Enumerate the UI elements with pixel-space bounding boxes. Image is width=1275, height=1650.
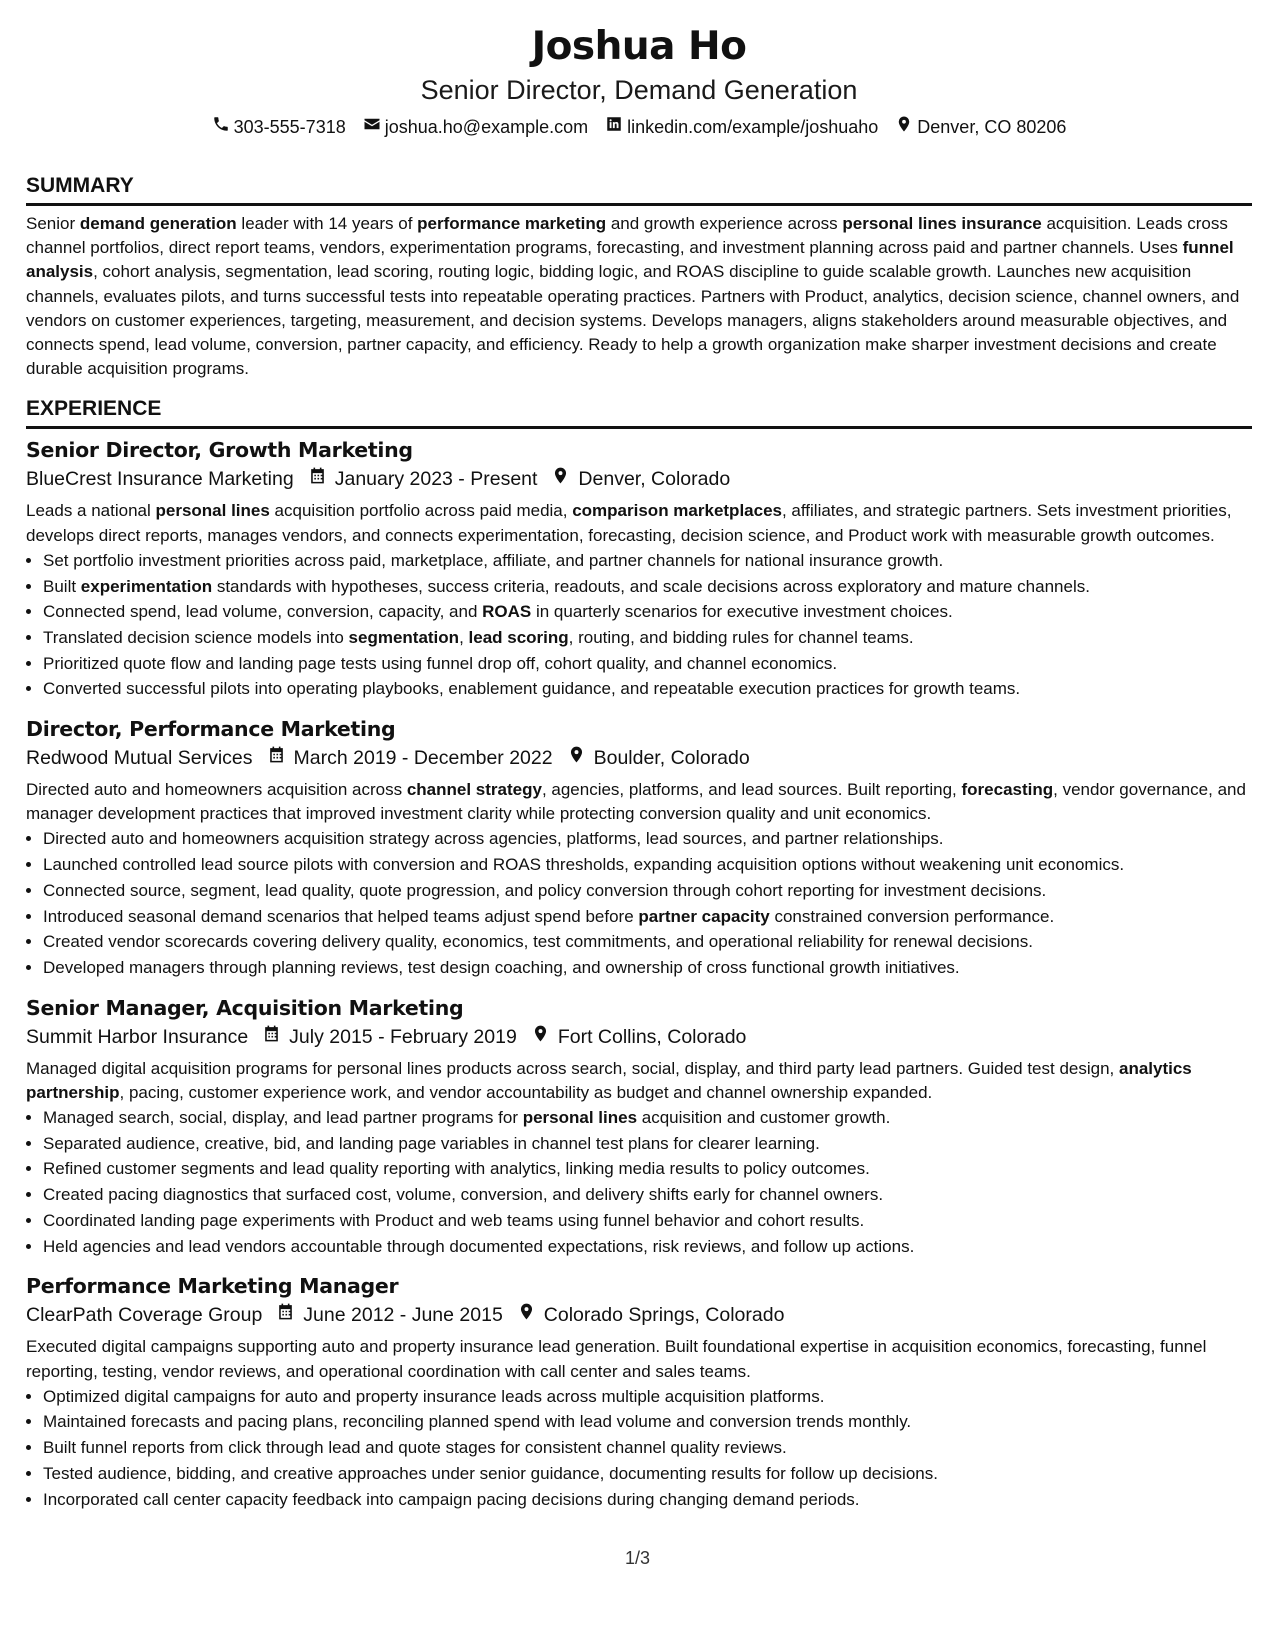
text-run: Leads a national	[26, 501, 156, 521]
text-run: Launched controlled lead source pilots with conversion and ROAS thresholds, expanding acquisition options without weakening unit economics.	[43, 855, 1125, 875]
text-run: , pacing, customer experience work, and vendor accountability as budget and channel ownership expanded.	[119, 1082, 933, 1102]
job-entry	[26, 714, 1252, 981]
job-bullets	[26, 548, 1252, 702]
bold-keyword: experimentation	[80, 576, 213, 596]
page-number: 1/3	[624, 1548, 651, 1568]
text-run: leader with 14 years of	[236, 214, 418, 233]
company-name: ClearPath Coverage Group	[26, 1304, 263, 1327]
company-name: Redwood Mutual Services	[26, 747, 253, 770]
map-pin-icon	[551, 465, 570, 493]
job-title: Director, Performance Marketing	[26, 717, 396, 742]
text-run: Managed search, social, display, and lead partner programs for	[43, 1108, 523, 1128]
email-text[interactable]: joshua.ho@example.com	[384, 117, 589, 137]
text-run: and growth experience across	[606, 214, 843, 233]
job-meta	[26, 1023, 1252, 1051]
bold-keyword: personal lines	[522, 1108, 638, 1128]
list-item	[43, 1384, 1252, 1410]
bold-keyword: lead scoring	[468, 627, 569, 647]
text-run: Separated audience, creative, bid, and landing page variables in channel test plans for clearer learning.	[43, 1133, 820, 1153]
job-location: Denver, Colorado	[578, 468, 731, 491]
list-item	[43, 904, 1252, 930]
job-dates: January 2023 - Present	[334, 468, 538, 491]
text-run: Directed auto and homeowners acquisition strategy across agencies, platforms, lead sources, and partner relationships.	[43, 829, 944, 849]
summary-section	[26, 172, 1252, 381]
bold-keyword: forecasting	[961, 780, 1054, 800]
text-run: Set portfolio investment priorities across paid, marketplace, affiliate, and partner channels for national insurance growth.	[43, 550, 944, 570]
job-bullets	[26, 1384, 1252, 1513]
bold-keyword: ROAS	[482, 602, 532, 622]
text-run: Refined customer segments and lead quality reporting with analytics, linking media results to policy outcomes.	[43, 1159, 870, 1179]
list-item	[43, 826, 1252, 852]
location-text: Denver, CO 80206	[917, 117, 1067, 137]
list-item	[43, 625, 1252, 651]
map-pin-icon	[531, 1023, 550, 1051]
map-pin-icon	[567, 744, 586, 772]
bold-keyword: partner capacity	[638, 906, 770, 926]
job-title: Senior Manager, Acquisition Marketing	[26, 995, 464, 1020]
phone-icon	[212, 114, 230, 140]
job-entry	[26, 993, 1252, 1260]
list-item	[43, 1156, 1252, 1182]
contact-email[interactable]	[363, 114, 588, 140]
job-meta	[26, 1301, 1252, 1329]
job-title: Senior Director, Growth Marketing	[26, 438, 413, 463]
job-dates: March 2019 - December 2022	[293, 747, 553, 770]
text-run: Held agencies and lead vendors accountable through documented expectations, risk reviews, and follow up actions.	[43, 1236, 915, 1256]
contact-bar	[26, 114, 1252, 140]
bold-keyword: segmentation	[348, 627, 460, 647]
calendar-icon	[308, 465, 327, 493]
section-heading-experience: EXPERIENCE	[26, 395, 1252, 429]
text-run: acquisition portfolio across paid media,	[269, 501, 573, 521]
contact-linkedin[interactable]	[605, 114, 878, 140]
phone-text: 303-555-7318	[233, 117, 346, 137]
text-run: Created pacing diagnostics that surfaced cost, volume, conversion, and delivery shifts early for channel owners.	[43, 1185, 884, 1205]
text-run: Incorporated call center capacity feedback into campaign pacing decisions during changing demand periods.	[43, 1489, 860, 1509]
job-summary	[26, 1335, 1252, 1383]
job-meta	[26, 744, 1252, 772]
list-item	[43, 1409, 1252, 1435]
text-run: Tested audience, bidding, and creative approaches under senior guidance, documenting results for follow up decisions.	[43, 1463, 938, 1483]
list-item	[43, 599, 1252, 625]
calendar-icon	[262, 1023, 281, 1051]
text-run: Created vendor scorecards covering delivery quality, economics, test commitments, and operational reliability for renewal decisions.	[43, 932, 1033, 952]
bold-keyword: funnel analysis	[26, 238, 1234, 282]
text-run: Connected spend, lead volume, conversion, capacity, and	[43, 602, 483, 622]
text-run: , cohort analysis, segmentation, lead scoring, routing logic, bidding logic, and ROAS discipline to guide scalable growth. Launches new acquisition channels, evaluates pilots, and turns successful tests into repeatable operating practices. Partners with Product, analytics, decision science, channel owners, and vendors on customer experiences, targeting, measurement, and decision systems. Develops managers, aligns stakeholders around measurable objectives, and connects spend, lead volume, conversion, partner capacity, and efficiency. Ready to help a growth organization make sharper investment decisions and create durable acquisition programs.	[26, 262, 1240, 379]
list-item	[43, 1182, 1252, 1208]
candidate-title: Senior Director, Demand Generation	[420, 75, 858, 105]
list-item	[43, 676, 1252, 702]
contact-location	[895, 114, 1066, 140]
job-location: Boulder, Colorado	[593, 747, 750, 770]
envelope-icon	[363, 114, 381, 140]
text-run: Connected source, segment, lead quality, quote progression, and policy conversion through cohort reporting for investment decisions.	[43, 880, 1047, 900]
bold-keyword: performance marketing	[417, 214, 607, 233]
job-summary	[26, 778, 1252, 826]
list-item	[43, 1208, 1252, 1234]
calendar-icon	[267, 744, 286, 772]
text-run: Converted successful pilots into operating playbooks, enablement guidance, and repeatable execution practices for growth teams.	[43, 679, 1021, 699]
resume-header	[26, 22, 1252, 140]
job-bullets	[26, 1105, 1252, 1259]
list-item	[43, 878, 1252, 904]
text-run: acquisition and customer growth.	[637, 1108, 891, 1128]
text-run: Coordinated landing page experiments with Product and web teams using funnel behavior and cohort results.	[43, 1210, 865, 1230]
list-item	[43, 651, 1252, 677]
list-item	[43, 852, 1252, 878]
text-run: constrained conversion performance.	[769, 906, 1055, 926]
job-bullets	[26, 826, 1252, 980]
bold-keyword: personal lines insurance	[842, 214, 1042, 233]
experience-section	[26, 395, 1252, 1512]
calendar-icon	[276, 1301, 295, 1329]
candidate-name: Joshua Ho	[531, 24, 747, 69]
job-title: Performance Marketing Manager	[26, 1274, 399, 1299]
list-item	[43, 1435, 1252, 1461]
list-item	[43, 1105, 1252, 1131]
job-summary	[26, 1057, 1252, 1105]
bold-keyword: channel strategy	[406, 780, 542, 800]
job-dates: June 2012 - June 2015	[303, 1304, 503, 1327]
company-name: Summit Harbor Insurance	[26, 1025, 249, 1048]
bold-keyword: demand generation	[79, 214, 237, 233]
text-run: standards with hypotheses, success criteria, readouts, and scale decisions across exploratory and mature channels.	[212, 576, 1090, 596]
text-run: in quarterly scenarios for executive investment choices.	[531, 602, 953, 622]
list-item	[43, 1131, 1252, 1157]
text-run: Introduced seasonal demand scenarios that helped teams adjust spend before	[43, 906, 639, 926]
list-item	[43, 955, 1252, 981]
text-run: Senior	[26, 214, 80, 233]
contact-phone	[212, 114, 346, 140]
summary-text	[26, 212, 1252, 381]
job-location: Colorado Springs, Colorado	[543, 1304, 785, 1327]
text-run: , routing, and bidding rules for channel teams.	[568, 627, 914, 647]
job-summary	[26, 499, 1252, 547]
bold-keyword: personal lines	[155, 501, 270, 521]
job-entry	[26, 435, 1252, 702]
list-item	[43, 1234, 1252, 1260]
job-list	[26, 435, 1252, 1512]
text-run: Built	[43, 576, 81, 596]
job-entry	[26, 1271, 1252, 1512]
company-name: BlueCrest Insurance Marketing	[26, 468, 294, 491]
list-item	[43, 929, 1252, 955]
list-item	[43, 1461, 1252, 1487]
text-run: Translated decision science models into	[43, 627, 349, 647]
text-run: Maintained forecasts and pacing plans, reconciling planned spend with lead volume and conversion trends monthly.	[43, 1412, 912, 1432]
text-run: Managed digital acquisition programs for personal lines products across search, social, display, and third party lead partners. Guided test design,	[26, 1058, 1119, 1078]
bold-keyword: analytics partnership	[26, 1058, 1192, 1102]
text-run: Optimized digital campaigns for auto and property insurance leads across multiple acquisition platforms.	[43, 1386, 825, 1406]
list-item	[43, 548, 1252, 574]
linkedin-text[interactable]: linkedin.com/example/joshuaho	[627, 117, 879, 137]
text-run: Prioritized quote flow and landing page tests using funnel drop off, cohort quality, and channel economics.	[43, 653, 838, 673]
job-location: Fort Collins, Colorado	[557, 1025, 747, 1048]
section-heading-summary: SUMMARY	[26, 172, 1252, 206]
job-dates: July 2015 - February 2019	[289, 1025, 517, 1048]
map-pin-icon	[895, 114, 913, 140]
text-run: acquisition. Leads cross channel portfolios, direct report teams, vendors, experimentation programs, forecasting, and investment planning across paid and partner channels. Uses	[26, 214, 1228, 258]
text-run: , vendor governance, and manager development practices that improved investment clarity while protecting conversion quality and unit economics.	[26, 780, 1246, 824]
map-pin-icon	[517, 1301, 536, 1329]
text-run: ,	[459, 627, 469, 647]
resume-page	[26, 22, 1252, 1512]
list-item	[43, 1487, 1252, 1513]
job-meta	[26, 465, 1252, 493]
list-item	[43, 574, 1252, 600]
bold-keyword: comparison marketplaces	[572, 501, 782, 521]
text-run: , agencies, platforms, and lead sources. Built reporting,	[541, 780, 962, 800]
text-run: Directed auto and homeowners acquisition across	[26, 780, 407, 800]
linkedin-icon	[605, 114, 623, 140]
text-run: , affiliates, and strategic partners. Sets investment priorities, develops direct reports, manages vendors, and connects experimentation, forecasting, decision science, and Product work with measurable growth outcomes.	[26, 501, 1232, 545]
text-run: Executed digital campaigns supporting auto and property insurance lead generation. Built foundational expertise in acquisition economics, forecasting, funnel reporting, testing, vendor reviews, and operational coordination with call center and sales teams.	[26, 1337, 1207, 1381]
text-run: Built funnel reports from click through lead and quote stages for consistent channel quality reviews.	[43, 1438, 787, 1458]
text-run: Developed managers through planning reviews, test design coaching, and ownership of cross functional growth initiatives.	[43, 957, 960, 977]
